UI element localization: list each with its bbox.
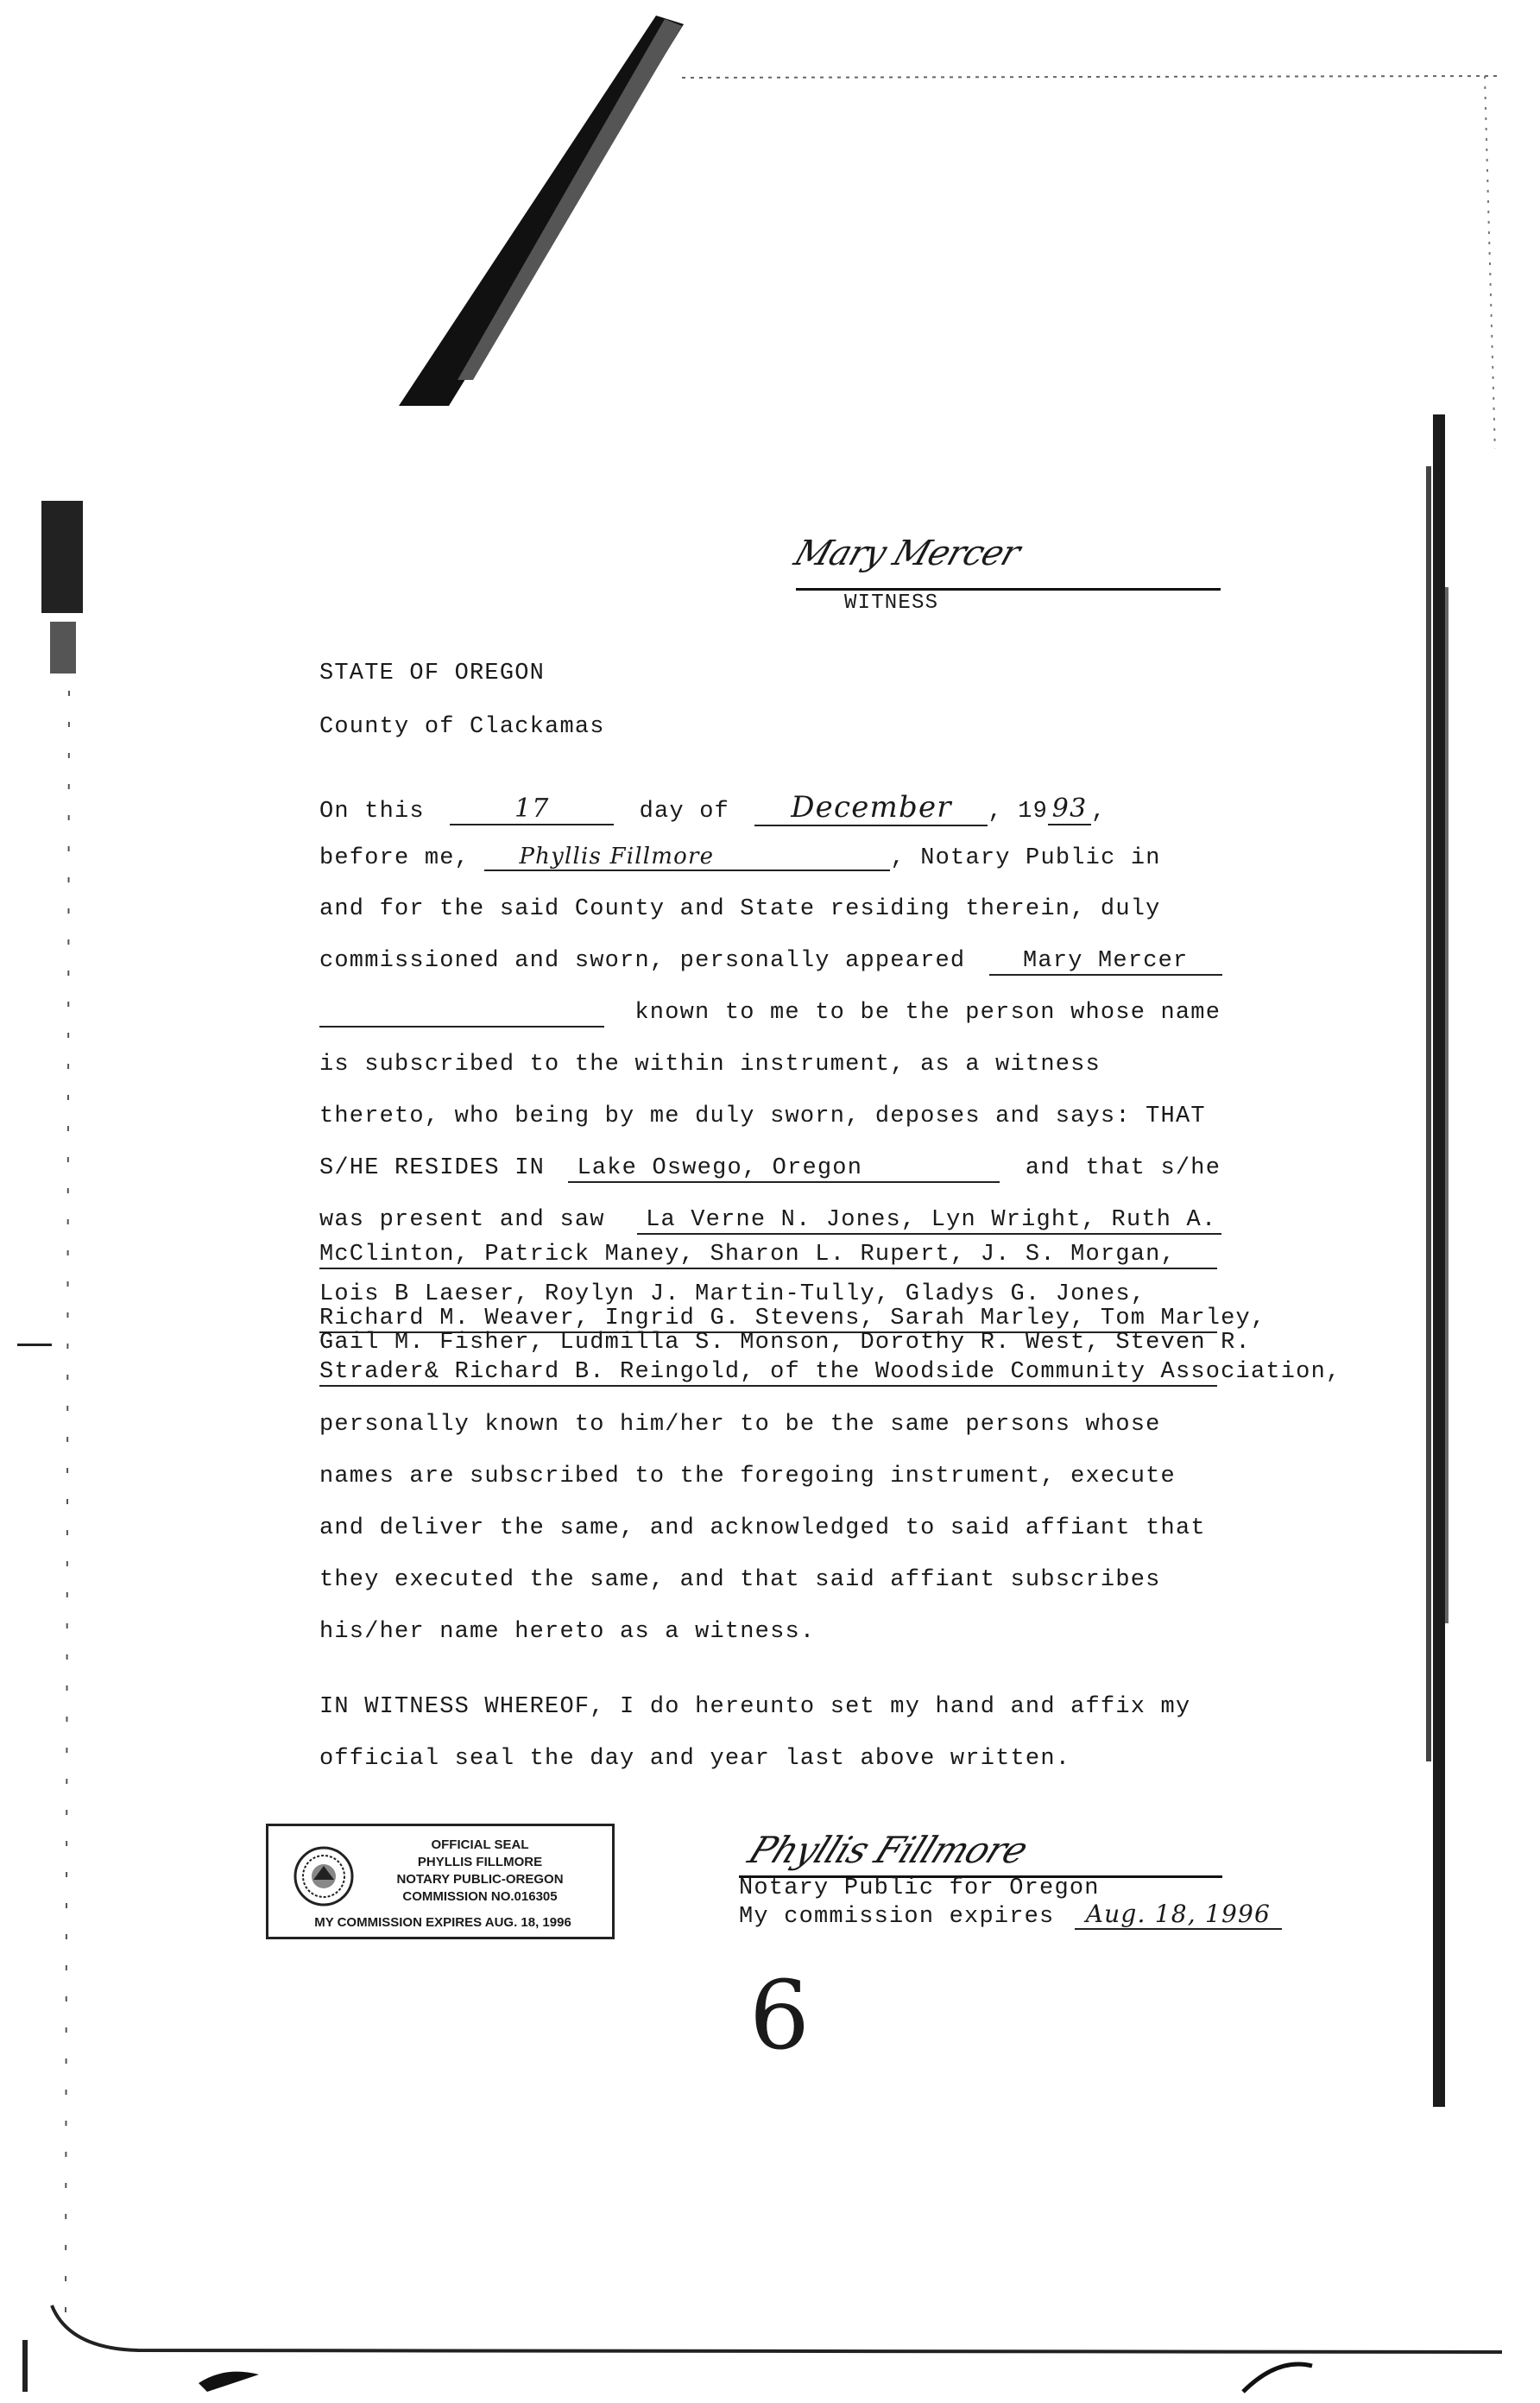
body-line-16: and deliver the same, and acknowledged to said affiant that (319, 1515, 1206, 1541)
body-line-3: and for the said County and State residing therein, duly (319, 896, 1161, 922)
body-line-7: thereto, who being by me duly sworn, deposes and says: THAT (319, 1103, 1206, 1129)
seal-line-5: MY COMMISSION EXPIRES AUG. 18, 1996 (314, 1915, 571, 1930)
year-prefix: , 19 (988, 799, 1049, 825)
notary-title: Notary Public for Oregon (739, 1875, 1100, 1901)
body-line-9 (319, 1207, 1221, 1233)
before-me-text: before me, (319, 845, 470, 871)
names-line-1: La Verne N. Jones, Lyn Wright, Ruth A. (637, 1207, 1221, 1235)
body-line-6: is subscribed to the within instrument, as a witness (319, 1052, 1101, 1078)
names-line-5: Gail M. Fisher, Ludmilla S. Monson, Dorothy R. West, Steven R. (319, 1330, 1251, 1356)
scan-edge-right (1416, 414, 1467, 2107)
seal-line-3: NOTARY PUBLIC-OREGON (396, 1872, 564, 1887)
on-this-text: On this (319, 799, 425, 825)
seal-line-4: COMMISSION NO.016305 (402, 1889, 558, 1904)
names-line-4: Richard M. Weaver, Ingrid G. Stevens, Sarah Marley, Tom Marley, (319, 1306, 1266, 1331)
notary-public-in-text: , Notary Public in (890, 845, 1161, 871)
names-line-6: Strader& Richard B. Reingold, of the Woodside Community Association, (319, 1359, 1341, 1385)
blank-line (319, 1000, 604, 1028)
witness-signature-line (796, 588, 1221, 591)
residence-value: Lake Oswego, Oregon (568, 1155, 1000, 1183)
scan-edge-left (17, 501, 155, 2400)
year-value: 93 (1048, 794, 1091, 825)
body-line-15: names are subscribed to the foregoing instrument, execute (319, 1464, 1176, 1489)
body-line-4 (319, 948, 1222, 976)
county-heading: County of Clackamas (319, 714, 605, 740)
expires-value: Aug. 18, 1996 (1075, 1900, 1282, 1930)
personally-appeared-text: commissioned and sworn, personally appeared (319, 948, 966, 974)
notary-name-value: Phyllis Fillmore (484, 844, 890, 871)
official-seal-stamp (266, 1824, 615, 1939)
resides-in-text: S/HE RESIDES IN (319, 1155, 546, 1181)
witness-whereof-line-1: IN WITNESS WHEREOF, I do hereunto set my hand and affix my (319, 1694, 1191, 1720)
page-number: 6 (749, 1960, 810, 2071)
witness-signature: Mary Mercer (789, 534, 1025, 573)
notary-expires-line (739, 1900, 1282, 1930)
state-heading: STATE OF OREGON (319, 661, 546, 686)
body-line-1: On this 17 day of December , 19 93 , (319, 790, 1107, 825)
seal-line-2: PHYLLIS FILLMORE (417, 1855, 543, 1869)
names-line-2: McClinton, Patrick Maney, Sharon L. Rupert, J. S. Morgan, (319, 1242, 1217, 1269)
body-line-8 (319, 1155, 1221, 1183)
and-that-text: and that s/he (1025, 1155, 1221, 1181)
expires-label: My commission expires (739, 1904, 1055, 1930)
witness-whereof-line-2: official seal the day and year last above written. (319, 1746, 1071, 1772)
state-seal-icon (293, 1845, 355, 1907)
month-value: December (754, 790, 988, 826)
seal-line-1: OFFICIAL SEAL (431, 1837, 529, 1852)
body-line-17: they executed the same, and that said affiant subscribes (319, 1567, 1161, 1593)
scan-edge-bottom (35, 2297, 1519, 2400)
seal-text (355, 1837, 605, 1906)
body-line-18: his/her name hereto as a witness. (319, 1619, 816, 1645)
scan-streak-top (0, 0, 1540, 449)
day-value: 17 (450, 794, 614, 825)
day-of-text: day of (639, 799, 730, 825)
names-line-3: Lois B Laeser, Roylyn J. Martin-Tully, Gladys G. Jones, (319, 1281, 1146, 1307)
appeared-name-value: Mary Mercer (989, 948, 1222, 976)
known-to-me-text: known to me to be the person whose name (634, 1000, 1221, 1026)
body-line-2 (319, 844, 1161, 871)
present-and-saw-text: was present and saw (319, 1207, 605, 1233)
witness-label: WITNESS (844, 591, 939, 615)
body-line-14: personally known to him/her to be the same persons whose (319, 1412, 1161, 1438)
notary-signature: Phyllis Fillmore (742, 1829, 1034, 1871)
body-line-5 (319, 1000, 1221, 1028)
